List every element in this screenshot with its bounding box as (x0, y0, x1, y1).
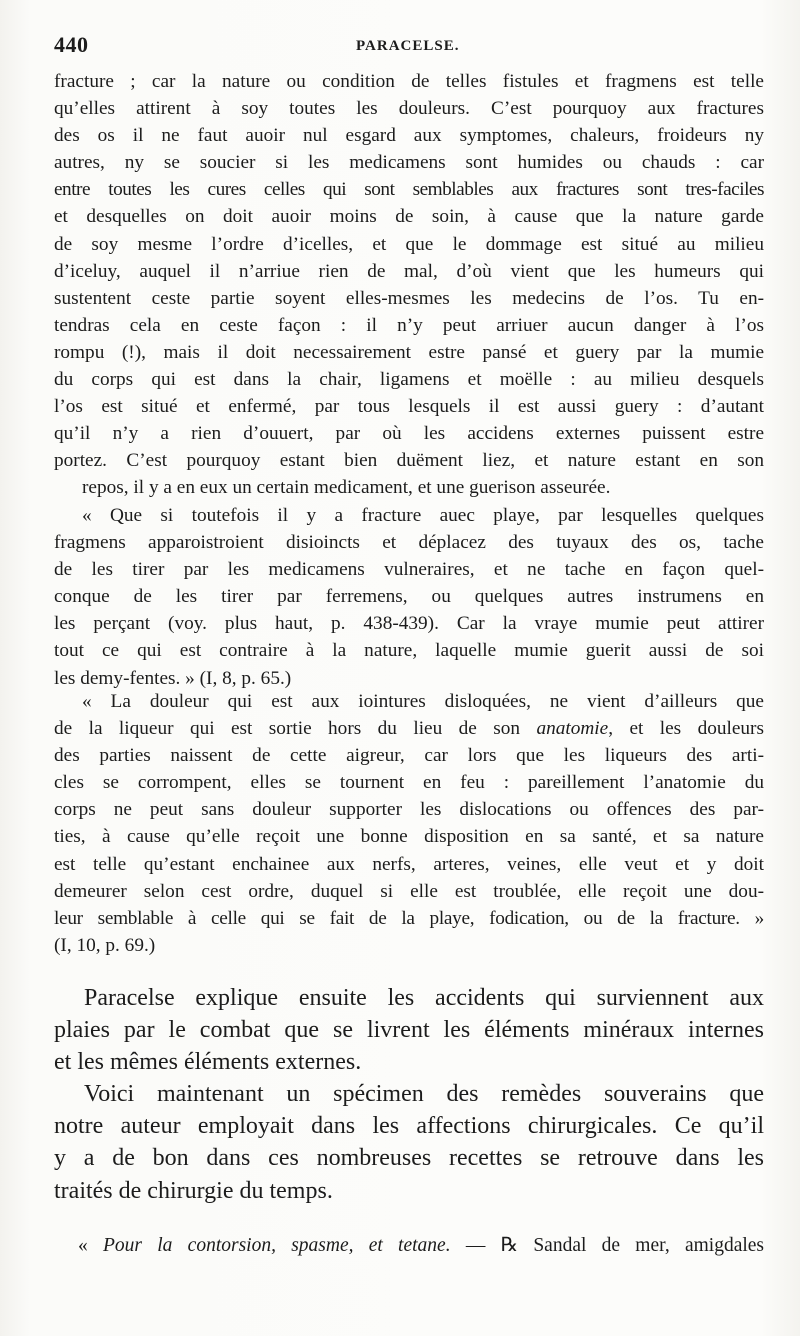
text-line: qu’il n’y a rien d’ouuert, par où les accidens externes puissent estre (54, 423, 764, 445)
text-line (78, 1233, 764, 1257)
text-line: de soy mesme l’ordre d’icelles, et que le dommage est situé au milieu (54, 233, 764, 255)
text-line: les perçant (voy. plus haut, p. 438-439). Car la vraye mumie peut attirer (54, 613, 764, 635)
italic-term: anatomie (536, 718, 609, 740)
recipe-title: Pour la contorsion, spasme, et tetane. (103, 1235, 451, 1256)
body-paragraph-accidents (54, 982, 764, 1079)
text-line: y a de bon dans ces nombreuses recettes se retrouve dans les (54, 1145, 764, 1172)
recipe-symbol: ℞ (500, 1235, 519, 1256)
text-line: fragmens apparoistroient disioincts et déplacez des tuyaux des os, tache (54, 532, 764, 554)
text-line: demeurer selon cest ordre, duquel si elle est troublée, elle reçoit une dou- (54, 880, 764, 902)
quote-fracture-paragraph (54, 68, 764, 502)
text-line: est telle qu’estant enchainee aux nerfs, arteres, veines, elle veut et y doit (54, 853, 764, 875)
text-line: sustentent ceste partie soyent elles-mesmes les medecins de l’os. Tu en- (54, 287, 764, 309)
text-line: du corps qui est dans la chair, ligamens et moëlle : au milieu desquels (54, 369, 764, 391)
text-line: l’os est situé et enfermé, par tous lesquels il est aussi guery : d’autant (54, 396, 764, 418)
running-title: PARACELSE. (356, 38, 460, 54)
quote-open: « (78, 1235, 103, 1256)
text-line: les demy-fentes. » (I, 8, p. 65.) (54, 667, 292, 689)
page-number: 440 (54, 32, 89, 57)
body-paragraph-remedies (54, 1078, 764, 1207)
text-line: ties, à cause qu’elle reçoit une bonne disposition en sa santé, et sa nature (54, 826, 764, 848)
text-line: qu’elles attirent à soy toutes les douleurs. C’est pourquoy aux fractures (54, 98, 764, 120)
recipe-line (54, 1233, 764, 1257)
text-line: plaies par le combat que se livrent les éléments minéraux internes (54, 1017, 764, 1044)
text-line: cles se corrompent, elles se tournent en feu : pareillement l’anatomie du (54, 772, 764, 794)
text-line: traités de chirurgie du temps. (54, 1177, 333, 1204)
text-line: portez. C’est pourquoy estant bien duëment liez, et nature estant en son (54, 450, 764, 472)
dash: — (450, 1235, 501, 1256)
text-line: des os il ne faut auoir nul esgard aux symptomes, chaleurs, froideurs ny (54, 125, 764, 147)
text-line: des parties naissent de cette aigreur, car lors que les liqueurs des arti- (54, 745, 764, 767)
text-line: tout ce qui est contraire à la nature, laquelle mumie guerit aussi de soi (54, 640, 764, 662)
text-line: corps ne peut sans douleur supporter les dislocations ou offences des par- (54, 799, 764, 821)
text-fragment: de la liqueur qui est sortie hors du lieu de son (54, 718, 537, 740)
text-line: Voici maintenant un spécimen des remèdes souverains que (84, 1081, 764, 1107)
text-line: « La douleur qui est aux iointures disloquées, ne vient d’ailleurs que (82, 691, 764, 712)
text-line: (I, 10, p. 69.) (54, 934, 156, 956)
text-line: conque de les tirer par ferremens, ou quelques autres instrumens en (54, 586, 764, 608)
text-line: fracture ; car la nature ou condition de telles fistules et fragmens est telle (54, 71, 764, 92)
page-header (54, 32, 762, 62)
text-line: de les tirer par les medicamens vulneraires, et ne tache en façon quel- (54, 559, 764, 581)
text-line: et desquelles on doit auoir moins de soin, à cause que la nature garde (54, 206, 764, 228)
text-line: autres, ny se soucier si les medicamens sont humides ou chauds : car (54, 152, 764, 174)
quote-dislocation-paragraph (54, 688, 764, 959)
text-line: d’iceluy, auquel il n’arriue rien de mal, d’où vient que les humeurs qui (54, 260, 764, 282)
text-line: rompu (!), mais il doit necessairement estre pansé et guery par la mumie (54, 341, 764, 363)
text-line: notre auteur employait dans les affections chirurgicales. Ce qu’il (54, 1113, 764, 1140)
text-line: tendras cela en ceste façon : il n’y peut arriuer aucun danger à l’os (54, 314, 764, 336)
text-line: leur semblable à celle qui se fait de la playe, fodication, ou de la fracture. » (54, 907, 764, 929)
text-line: Paracelse explique ensuite les accidents qui surviennent aux (84, 985, 764, 1011)
text-line: et les mêmes éléments externes. (54, 1049, 362, 1076)
text-line: « Que si toutefois il y a fracture auec playe, par lesquelles quelques (82, 505, 764, 526)
recipe-ingredients: Sandal de mer, amigdales (518, 1235, 765, 1256)
quote-fracture-wound-paragraph (54, 502, 764, 692)
text-line: repos, il y a en eux un certain medicament, et une guerison asseurée. (82, 477, 611, 499)
text-line-with-italic (54, 715, 764, 742)
text-fragment: , et les douleurs (608, 718, 764, 740)
text-line: entre toutes les cures celles qui sont semblables aux fractures sont tres-faciles (54, 179, 764, 201)
